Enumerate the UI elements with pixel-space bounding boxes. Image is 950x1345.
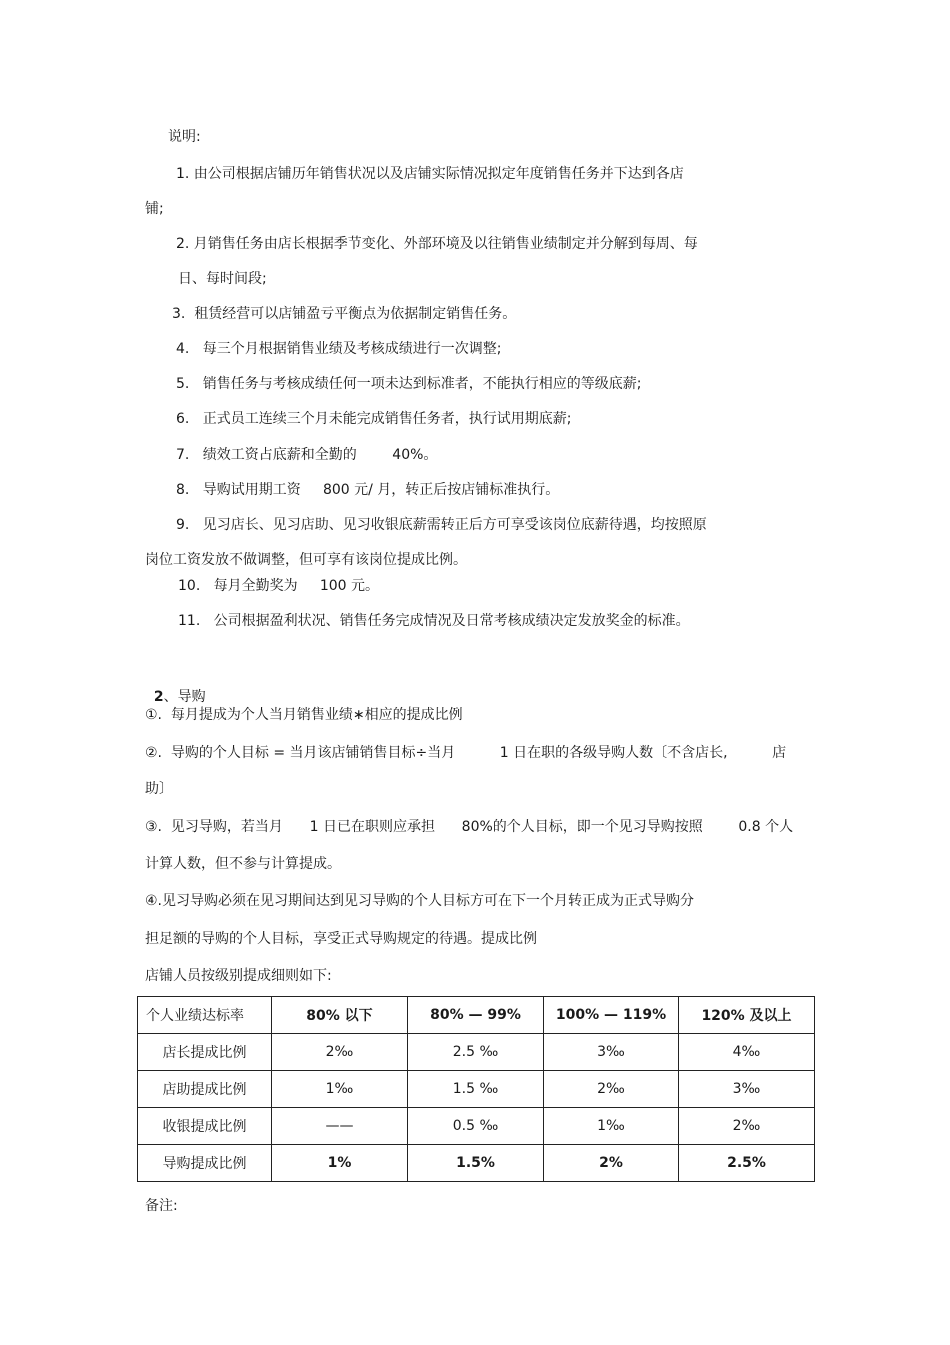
section-item: ③. 见习导购，若当月 1 日已在职则应承担 80%的个人目标，即一个见习导购按照 0.8 个人 <box>145 819 794 835</box>
table-row <box>138 1071 815 1108</box>
section-item: ④.见习导购必须在见习期间达到见习导购的个人目标方可在下一个月转正成为正式导购分 <box>145 893 694 909</box>
table-cell: 4‰ <box>679 1034 815 1071</box>
table-cell: 1‰ <box>272 1071 408 1108</box>
table-header-cell: 120% 及以上 <box>679 997 815 1034</box>
section-item: ②. 导购的个人目标 = 当月该店铺销售目标÷当月 1 日在职的各级导购人数〔不含店长, 店 <box>145 745 787 761</box>
table-cell: 1.5 ‰ <box>408 1071 544 1108</box>
table-header-cell: 个人业绩达标率 <box>138 997 272 1034</box>
note-line: 8. 导购试用期工资 800 元/ 月，转正后按店铺标准执行。 <box>176 482 560 498</box>
note-line: 4. 每三个月根据销售业绩及考核成绩进行一次调整; <box>176 341 502 357</box>
note-line: 3. 租赁经营可以店铺盈亏平衡点为依据制定销售任务。 <box>172 306 517 322</box>
table-cell: 2.5 ‰ <box>408 1034 544 1071</box>
table-cell: 2‰ <box>272 1034 408 1071</box>
table-row <box>138 1034 815 1071</box>
table-row-label: 收银提成比例 <box>138 1108 272 1145</box>
section-item: ①. 每月提成为个人当月销售业绩∗相应的提成比例 <box>145 707 463 723</box>
note-line: 铺; <box>145 201 164 217</box>
note-line: 1. 由公司根据店铺历年销售状况以及店铺实际情况拟定年度销售任务并下达到各店 <box>176 166 684 182</box>
note-line: 岗位工资发放不做调整，但可享有该岗位提成比例。 <box>145 552 467 568</box>
note-line: 2. 月销售任务由店长根据季节变化、外部环境及以往销售业绩制定并分解到每周、每 <box>176 236 698 252</box>
footer-label: 备注: <box>145 1198 178 1214</box>
note-line: 6. 正式员工连续三个月未能完成销售任务者，执行试用期底薪; <box>176 411 572 427</box>
table-header-cell: 80% — 99% <box>408 997 544 1034</box>
section-item: 店铺人员按级别提成细则如下: <box>145 968 332 984</box>
table-header-cell: 100% — 119% <box>544 997 679 1034</box>
table-row-label: 店助提成比例 <box>138 1071 272 1108</box>
section-heading-number: 2 <box>153 689 164 705</box>
table-cell: 1.5% <box>408 1145 544 1182</box>
section-item: 计算人数，但不参与计算提成。 <box>145 856 341 872</box>
note-line: 9. 见习店长、见习店助、见习收银底薪需转正后方可享受该岗位底薪待遇，均按照原 <box>176 517 707 533</box>
section-item: 担足额的导购的个人目标，享受正式导购规定的待遇。提成比例 <box>145 931 537 947</box>
table-row-label: 店长提成比例 <box>138 1034 272 1071</box>
table-cell: 3‰ <box>679 1071 815 1108</box>
commission-table <box>137 996 815 1182</box>
section-heading <box>145 670 206 706</box>
table-cell: 2‰ <box>544 1071 679 1108</box>
table-header-row <box>138 997 815 1034</box>
table-cell: 2‰ <box>679 1108 815 1145</box>
table-cell: 2.5% <box>679 1145 815 1182</box>
table-cell: 2% <box>544 1145 679 1182</box>
table-row-label: 导购提成比例 <box>138 1145 272 1182</box>
section-heading-text: 、导购 <box>163 689 206 705</box>
note-line: 10. 每月全勤奖为 100 元。 <box>178 578 380 594</box>
note-line: 5. 销售任务与考核成绩任何一项未达到标准者，不能执行相应的等级底薪; <box>176 376 642 392</box>
table-row <box>138 1108 815 1145</box>
note-line: 日、每时间段; <box>178 271 267 287</box>
table-row <box>138 1145 815 1182</box>
note-line: 7. 绩效工资占底薪和全勤的 40%。 <box>176 447 438 463</box>
table-cell: 1% <box>272 1145 408 1182</box>
section-item: 助〕 <box>145 781 173 797</box>
note-line: 11. 公司根据盈利状况、销售任务完成情况及日常考核成绩决定发放奖金的标准。 <box>178 613 690 629</box>
table-cell: 1‰ <box>544 1108 679 1145</box>
table-cell: 0.5 ‰ <box>408 1108 544 1145</box>
table-cell: 3‰ <box>544 1034 679 1071</box>
table-cell: —— <box>272 1108 408 1145</box>
table-header-cell: 80% 以下 <box>272 997 408 1034</box>
intro-label: 说明: <box>168 129 201 145</box>
